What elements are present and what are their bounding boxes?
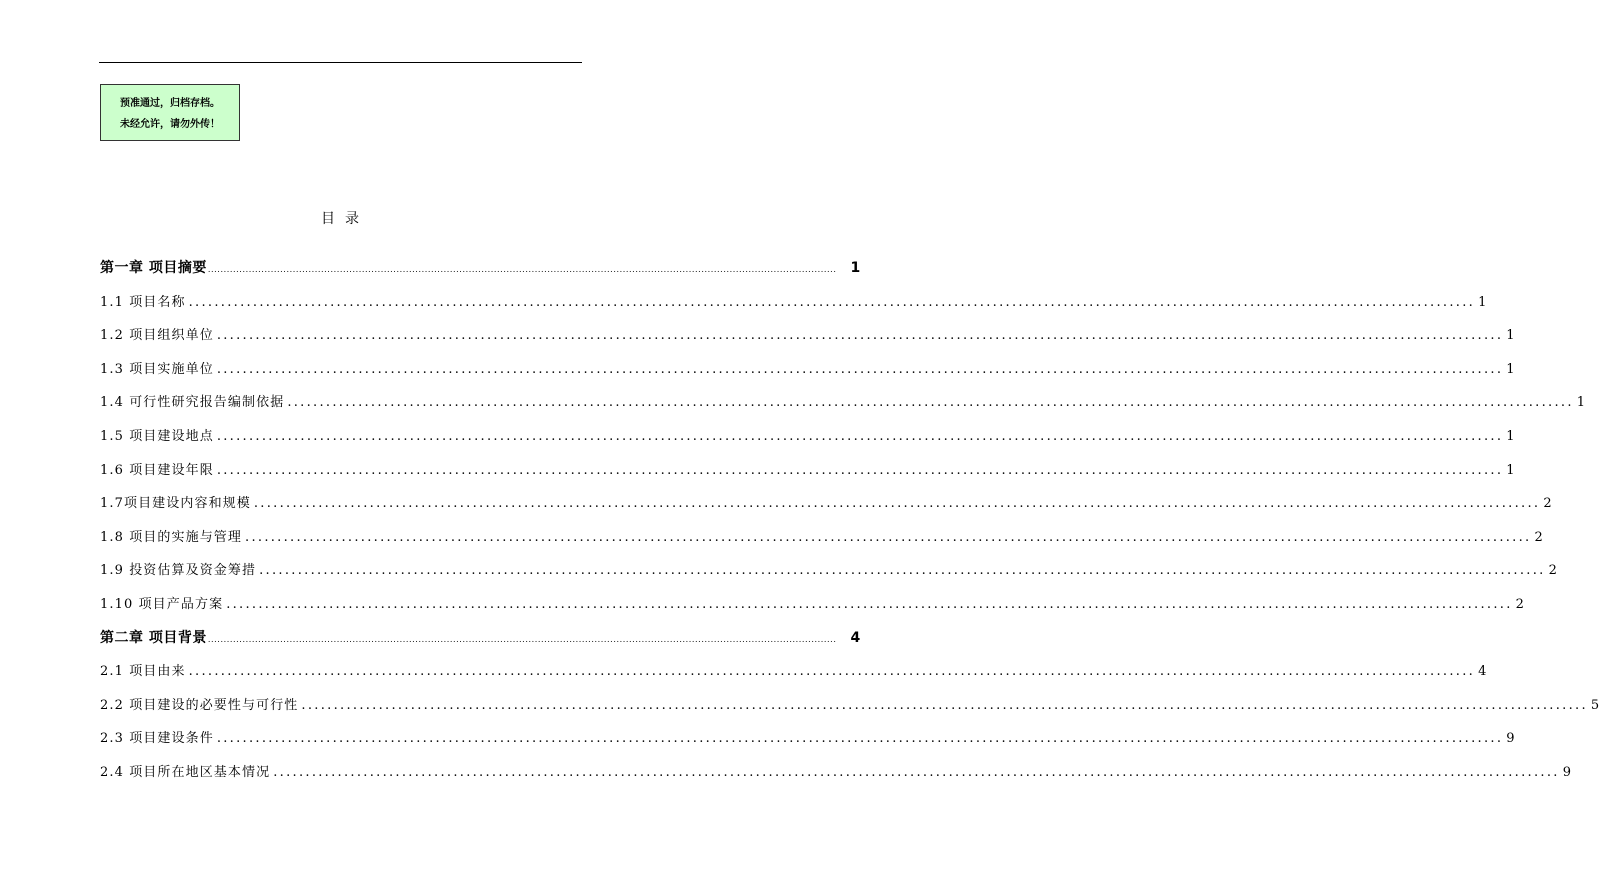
toc-section-entry[interactable] [100,319,1515,353]
toc-section-entry[interactable] [100,286,1487,320]
stamp-line-1: 预准通过，归档存档。 [120,98,220,109]
toc-section-entry[interactable] [100,420,1515,454]
toc-section-entry[interactable] [100,588,1524,622]
toc-section-entry[interactable] [100,454,1515,488]
toc-page-number: 4 [850,629,861,646]
toc-section-entry[interactable] [100,487,1552,521]
toc-page-number: 9 [1562,764,1571,780]
toc-section-entry[interactable] [100,386,1586,420]
toc-leader-dots: ........................................................................................................................................................................................................ [216,462,1504,478]
toc-entry-label: 2.4 项目所在地区基本情况 [100,764,271,780]
toc-page-number: 1 [1506,328,1515,344]
toc-leader-dots: ........................................................................................................................................................................................................ [216,731,1504,747]
toc-entry-label: 1.7项目建设内容和规模 [100,496,251,512]
toc-leader-dots: ........................................................................................................................................................................................................ [226,596,1513,612]
toc-entry-label: 1.10 项目产品方案 [100,596,224,612]
toc-entry-label: 2.2 项目建设的必要性与可行性 [100,697,299,713]
toc-page-number: 9 [1506,731,1515,747]
approval-stamp [100,84,240,141]
stamp-line-2: 未经允许，请勿外传！ [120,119,220,130]
toc-page-number: 2 [1515,596,1524,612]
toc-page-number: 5 [1590,697,1599,713]
toc-section-entry[interactable] [100,554,1557,588]
toc-leader-dots: ........................................................................................................................................................................................................ [287,395,1574,411]
toc-page-number: 2 [1534,529,1543,545]
toc-entry-label: 第一章 项目摘要 [100,260,207,276]
toc-entry-label: 1.9 投资估算及资金筹措 [100,563,257,579]
toc-entry-label: 1.5 项目建设地点 [100,428,214,444]
toc-leader-dots: ........................................................................................................................................................................................................ [253,496,1541,512]
toc-entry-label: 1.4 可行性研究报告编制依据 [100,395,285,411]
toc-leader-dots: ........................................................................................................................................................................................................ [216,361,1504,377]
header-rule [99,62,582,63]
toc-page-number: 1 [850,260,861,276]
toc-entry-label: 1.1 项目名称 [100,294,186,310]
toc-entry-label: 1.2 项目组织单位 [100,328,214,344]
toc-leader-dots: ........................................................................................................................................................................................................ [259,563,1546,579]
toc-leader-dots: ........................................................................................................................................................................................................ [301,697,1588,713]
toc-section-entry[interactable] [100,722,1515,756]
toc-entry-label: 2.1 项目由来 [100,664,186,680]
toc-section-entry[interactable] [100,655,1487,689]
toc-section-entry[interactable] [100,353,1515,387]
toc-page-number: 1 [1506,361,1515,377]
toc-title: 目录 [321,211,369,227]
toc-chapter-entry[interactable] [100,252,861,286]
toc-section-entry[interactable] [100,689,1599,723]
toc-leader-dots: ........................................................................................................................................................................................................ [273,764,1560,780]
toc-entry-label: 1.3 项目实施单位 [100,361,214,377]
toc-page-number: 1 [1478,294,1487,310]
toc-leader-dots: ........................................................................................................................................................................................................ [207,265,837,274]
toc-page-number: 1 [1506,428,1515,444]
toc-entry-label: 2.3 项目建设条件 [100,731,214,747]
toc-leader-dots: ........................................................................................................................................................................................................ [216,328,1504,344]
toc-leader-dots: ........................................................................................................................................................................................................ [188,664,1476,680]
toc-page-number: 1 [1506,462,1515,478]
toc-page-number: 1 [1576,395,1586,411]
toc-section-entry[interactable] [100,521,1543,555]
toc-leader-dots: ........................................................................................................................................................................................................ [216,428,1504,444]
toc-chapter-entry[interactable] [100,622,861,656]
toc-leader-dots: ........................................................................................................................................................................................................ [245,529,1532,545]
toc-entry-label: 1.8 项目的实施与管理 [100,529,243,545]
toc-entry-label: 1.6 项目建设年限 [100,462,214,478]
toc-page-number: 4 [1478,664,1487,680]
toc-leader-dots: ........................................................................................................................................................................................................ [188,294,1476,310]
toc-entry-label: 第二章 项目背景 [100,629,207,646]
table-of-contents [100,252,1599,790]
toc-page-number: 2 [1543,496,1552,512]
toc-page-number: 2 [1548,563,1557,579]
toc-section-entry[interactable] [100,756,1571,790]
toc-leader-dots: ........................................................................................................................................................................................................ [207,634,837,644]
